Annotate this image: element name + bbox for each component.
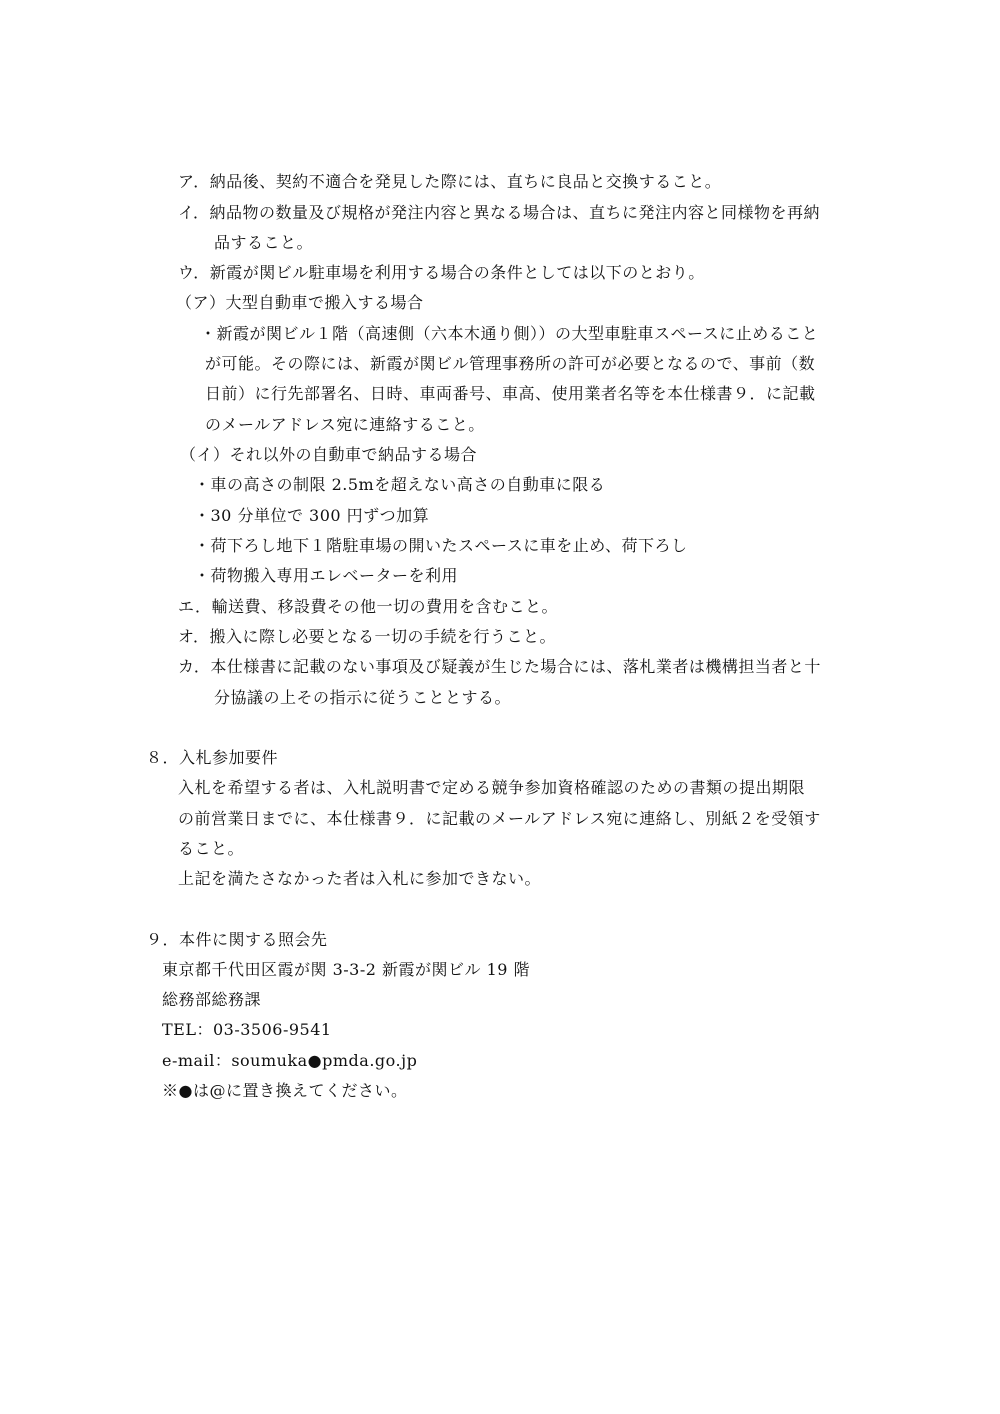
section-8-paragraph: 入札を希望する者は、入札説明書で定める競争参加資格確認のための書類の提出期限 (178, 778, 806, 797)
sub-heading-a: （ア）大型自動車で搬入する場合 (176, 293, 424, 312)
section-8-paragraph: ること。 (178, 839, 245, 858)
contact-tel: TEL：03-3506-9541 (162, 1020, 332, 1039)
section-9-heading: ９．本件に関する照会先 (146, 930, 328, 949)
sub-a-text: 日前）に行先部署名、日時、車両番号、車高、使用業者名等を本仕様書９．に記載 (205, 384, 816, 403)
section-8-paragraph: 上記を満たさなかった者は入札に参加できない。 (178, 869, 542, 888)
sub-i-bullet: ・車の高さの制限 2.5mを超えない高さの自動車に限る (194, 475, 606, 494)
sub-i-bullet: ・荷下ろし地下１階駐車場の開いたスペースに車を止め、荷下ろし (194, 536, 688, 555)
contact-email: e-mail：soumuka●pmda.go.jp (162, 1051, 418, 1070)
item-o: オ．搬入に際し必要となる一切の手続を行うこと。 (178, 627, 557, 646)
email-note: ※●は@に置き換えてください。 (162, 1081, 408, 1100)
sub-i-bullet: ・30 分単位で 300 円ずつ加算 (194, 506, 430, 525)
sub-a-text: のメールアドレス宛に連絡すること。 (205, 415, 485, 434)
contact-department: 総務部総務課 (162, 990, 262, 1009)
sub-heading-i: （イ）それ以外の自動車で納品する場合 (180, 445, 478, 464)
section-8-heading: ８．入札参加要件 (146, 748, 279, 767)
item-i-continued: 品すること。 (214, 233, 314, 252)
sub-a-text: ・新霞が関ビル１階（高速側（六本木通り側））の大型車駐車スペースに止めること (200, 324, 819, 343)
item-e: エ．輸送費、移設費その他一切の費用を含むこと。 (178, 597, 558, 616)
item-i: イ．納品物の数量及び規格が発注内容と異なる場合は、直ちに発注内容と同様物を再納 (178, 203, 821, 222)
item-ka-continued: 分協議の上その指示に従うこととする。 (214, 688, 512, 707)
sub-a-text: が可能。その際には、新霞が関ビル管理事務所の許可が必要となるので、事前（数 (205, 354, 816, 373)
section-8-paragraph: の前営業日までに、本仕様書９．に記載のメールアドレス宛に連絡し、別紙２を受領す (178, 809, 821, 828)
item-a: ア．納品後、契約不適合を発見した際には、直ちに良品と交換すること。 (178, 172, 722, 191)
item-u: ウ．新霞が関ビル駐車場を利用する場合の条件としては以下のとおり。 (178, 263, 705, 282)
item-ka: カ．本仕様書に記載のない事項及び疑義が生じた場合には、落札業者は機構担当者と十 (178, 657, 821, 676)
sub-i-bullet: ・荷物搬入専用エレベーターを利用 (194, 566, 459, 585)
contact-address: 東京都千代田区霞が関 3-3-2 新霞が関ビル 19 階 (162, 960, 531, 979)
